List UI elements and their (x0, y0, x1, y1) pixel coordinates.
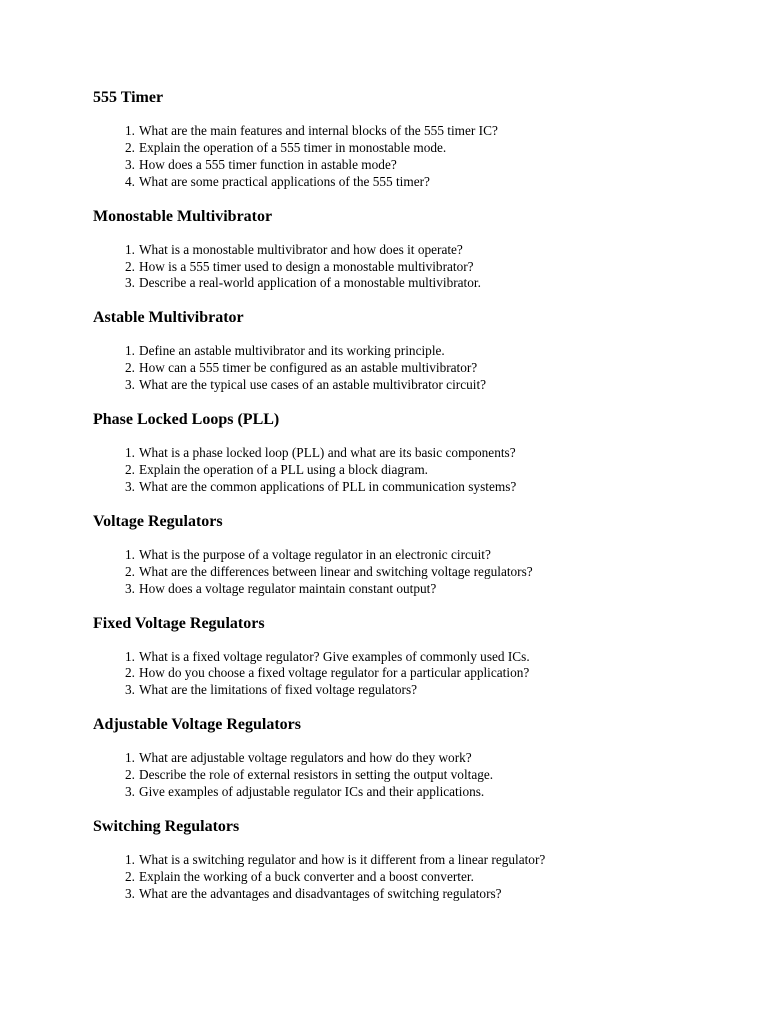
section-heading: Monostable Multivibrator (93, 207, 273, 225)
question-text: How does a voltage regulator maintain constant output? (139, 580, 437, 596)
question-number (93, 445, 139, 462)
question-text: How is a 555 timer used to design a monostable multivibrator? (139, 258, 474, 274)
question-number-label: 3. (125, 784, 135, 800)
question-item (93, 665, 733, 682)
question-number (93, 157, 139, 174)
question-item (93, 157, 733, 174)
section-heading: 555 Timer (93, 89, 164, 106)
question-number-label: 3. (125, 275, 135, 291)
question-text: What is a fixed voltage regulator? Give examples of commonly used ICs. (139, 648, 530, 664)
question-text: Describe the role of external resistors in setting the output voltage. (139, 767, 494, 783)
question-item (93, 852, 733, 869)
question-number-label: 3. (125, 885, 135, 901)
question-number (93, 123, 139, 140)
question-text: How can a 555 timer be configured as an astable multivibrator? (139, 360, 478, 376)
question-number (93, 869, 139, 886)
section-heading: Fixed Voltage Regulators (93, 614, 265, 632)
question-number (93, 852, 139, 869)
question-number-label: 1. (125, 750, 135, 766)
question-text: What are the common applications of PLL in communication systems? (139, 478, 517, 494)
question-text: What is a phase locked loop (PLL) and what are its basic components? (139, 445, 516, 461)
question-number-label: 3. (125, 156, 135, 172)
question-list (93, 852, 733, 903)
question-section (93, 88, 733, 191)
document-page (93, 88, 733, 903)
question-item (93, 123, 733, 140)
question-section (93, 817, 733, 903)
question-number (93, 140, 139, 157)
question-number (93, 275, 139, 292)
question-text: Define an astable multivibrator and its working principle. (139, 343, 445, 359)
section-heading: Adjustable Voltage Regulators (93, 716, 302, 734)
question-number (93, 462, 139, 479)
question-number-label: 3. (125, 478, 135, 494)
question-section (93, 715, 733, 801)
question-number (93, 665, 139, 682)
question-item (93, 767, 733, 784)
question-item (93, 259, 733, 276)
question-number (93, 767, 139, 784)
question-item (93, 750, 733, 767)
question-item (93, 462, 733, 479)
question-item (93, 869, 733, 886)
question-number-label: 2. (125, 461, 135, 477)
question-text: What is a switching regulator and how is it different from a linear regulator? (139, 851, 546, 867)
question-number-label: 2. (125, 563, 135, 579)
question-section (93, 308, 733, 394)
question-number-label: 1. (125, 851, 135, 867)
section-heading: Phase Locked Loops (PLL) (93, 411, 280, 429)
question-text: How do you choose a fixed voltage regulator for a particular application? (139, 665, 530, 681)
question-number-label: 1. (125, 123, 135, 138)
question-text: What is a monostable multivibrator and how does it operate? (139, 241, 463, 257)
question-text: Describe a real-world application of a monostable multivibrator. (139, 275, 481, 291)
question-list (93, 445, 733, 496)
question-number-label: 3. (125, 377, 135, 393)
question-item (93, 479, 733, 496)
question-number-label: 1. (125, 343, 135, 359)
question-number (93, 886, 139, 903)
question-list (93, 123, 733, 191)
section-heading: Switching Regulators (93, 817, 240, 835)
question-number-label: 2. (125, 139, 135, 155)
question-item (93, 377, 733, 394)
question-section (93, 410, 733, 496)
question-number (93, 343, 139, 360)
question-number (93, 242, 139, 259)
question-list (93, 343, 733, 394)
question-number (93, 547, 139, 564)
question-text: Explain the operation of a 555 timer in monostable mode. (139, 139, 447, 155)
question-number-label: 2. (125, 767, 135, 783)
question-list (93, 547, 733, 598)
section-heading: Astable Multivibrator (93, 309, 244, 327)
question-number-label: 2. (125, 868, 135, 884)
question-text: What are the limitations of fixed voltage regulators? (139, 682, 418, 698)
question-number (93, 259, 139, 276)
question-item (93, 784, 733, 801)
question-number-label: 1. (125, 241, 135, 257)
question-text: What is the purpose of a voltage regulator in an electronic circuit? (139, 546, 491, 562)
question-number (93, 750, 139, 767)
question-number (93, 360, 139, 377)
question-item (93, 649, 733, 666)
question-text: What are the typical use cases of an astable multivibrator circuit? (139, 377, 487, 393)
question-item (93, 343, 733, 360)
question-item (93, 564, 733, 581)
question-number (93, 564, 139, 581)
question-list (93, 649, 733, 700)
question-number (93, 377, 139, 394)
question-section (93, 207, 733, 293)
question-text: What are adjustable voltage regulators and how do they work? (139, 750, 472, 766)
question-text: Explain the working of a buck converter and a boost converter. (139, 868, 474, 884)
question-item (93, 581, 733, 598)
question-item (93, 275, 733, 292)
question-item (93, 174, 733, 191)
question-text: Give examples of adjustable regulator ICs and their applications. (139, 784, 485, 800)
question-number (93, 784, 139, 801)
question-item (93, 682, 733, 699)
question-item (93, 242, 733, 259)
question-section (93, 512, 733, 598)
question-section (93, 614, 733, 700)
section-heading: Voltage Regulators (93, 512, 223, 530)
question-number-label: 1. (125, 648, 135, 664)
question-list (93, 750, 733, 801)
question-text: How does a 555 timer function in astable mode? (139, 156, 397, 172)
question-number (93, 174, 139, 191)
question-number (93, 649, 139, 666)
question-list (93, 242, 733, 293)
question-number-label: 2. (125, 258, 135, 274)
question-number (93, 581, 139, 598)
question-item (93, 360, 733, 377)
question-item (93, 886, 733, 903)
question-text: Explain the operation of a PLL using a block diagram. (139, 461, 429, 477)
question-text: What are some practical applications of the 555 timer? (139, 173, 430, 189)
question-item (93, 445, 733, 462)
question-number-label: 3. (125, 580, 135, 596)
question-number-label: 3. (125, 682, 135, 698)
question-number-label: 2. (125, 360, 135, 376)
question-number (93, 479, 139, 496)
question-item (93, 547, 733, 564)
question-item (93, 140, 733, 157)
question-text: What are the main features and internal blocks of the 555 timer IC? (139, 123, 498, 138)
question-text: What are the advantages and disadvantages of switching regulators? (139, 885, 502, 901)
question-number-label: 2. (125, 665, 135, 681)
question-number-label: 1. (125, 546, 135, 562)
question-text: What are the differences between linear and switching voltage regulators? (139, 563, 533, 579)
question-number-label: 4. (125, 173, 135, 189)
question-number (93, 682, 139, 699)
question-number-label: 1. (125, 445, 135, 461)
